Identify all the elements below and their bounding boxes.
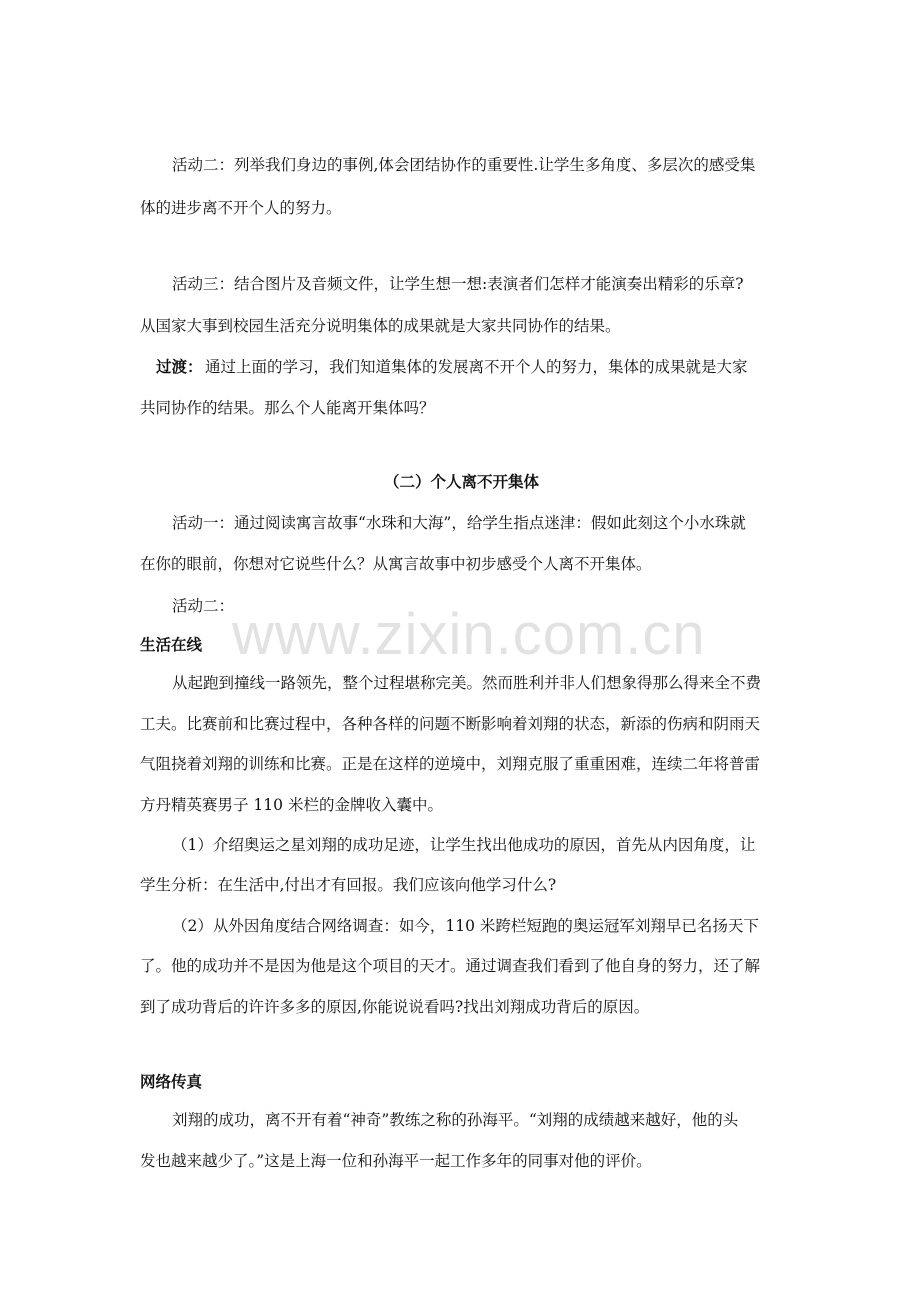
paragraph-line: 活动二： xyxy=(172,597,235,615)
paragraph-line: 了。他的成功并不是因为他是这个项目的天才。通过调查我们看到了他自身的努力，还了解 xyxy=(140,957,761,975)
paragraph-line: 从起跑到撞线一路领先，整个过程堪称完美。然而胜利并非人们想象得那么得来全不费 xyxy=(172,674,762,692)
transition-label: 过渡： xyxy=(156,358,203,376)
subheading-life-online: 生活在线 xyxy=(140,636,203,654)
subheading-network-fax: 网络传真 xyxy=(140,1073,203,1091)
paragraph-line: 活动一：通过阅读寓言故事“水珠和大海”，给学生指点迷津：假如此刻这个小水珠就 xyxy=(172,514,746,532)
paragraph-line: （2）从外因角度结合网络调查：如今，110 米跨栏短跑的奥运冠军刘翔早已名扬天下 xyxy=(172,917,759,935)
paragraph-line: 通过上面的学习，我们知道集体的发展离不开个人的努力，集体的成果就是大家 xyxy=(205,358,748,376)
paragraph-line: 工夫。比赛前和比赛过程中，各种各样的问题不断影响着刘翔的状态，新添的伤病和阴雨天 xyxy=(140,715,761,733)
paragraph-line: 方丹精英赛男子 110 米栏的金牌收入囊中。 xyxy=(140,796,443,814)
paragraph-line: 发也越来越少了。”这是上海一位和孙海平一起工作多年的同事对他的评价。 xyxy=(140,1152,652,1170)
paragraph-line: 共同协作的结果。那么个人能离开集体吗？ xyxy=(140,399,435,417)
paragraph-line: 活动二：列举我们身边的事例,体会团结协作的重要性.让学生多角度、多层次的感受集 xyxy=(172,156,756,174)
paragraph-line: 到了成功背后的许许多多的原因,你能说说看吗?找出刘翔成功背后的原因。 xyxy=(140,998,650,1016)
watermark: www.zixin.com.cn xyxy=(232,602,706,667)
paragraph-line: 活动三：结合图片及音频文件，让学生想一想:表演者们怎样才能演奏出精彩的乐章? xyxy=(172,275,744,293)
paragraph-line: 气阻挠着刘翔的训练和比赛。正是在这样的逆境中，刘翔克服了重重困难，连续二年将普雷 xyxy=(140,755,761,773)
paragraph-line: 体的进步离不开个人的努力。 xyxy=(140,199,342,217)
paragraph-line: 刘翔的成功，离不开有着“神奇”教练之称的孙海平。“刘翔的成绩越来越好，他的头 xyxy=(172,1111,739,1129)
paragraph-line: 从国家大事到校园生活充分说明集体的成果就是大家共同协作的结果。 xyxy=(140,317,621,335)
paragraph-line: 在你的眼前，你想对它说些什么？从寓言故事中初步感受个人离不开集体。 xyxy=(140,555,652,573)
section-heading: （二）个人离不开集体 xyxy=(384,473,540,491)
paragraph-line: （1）介绍奥运之星刘翔的成功足迹，让学生找出他成功的原因，首先从内因角度，让 xyxy=(172,836,756,854)
paragraph-line: 学生分析：在生活中,付出才有回报。我们应该向他学习什么? xyxy=(140,876,557,894)
